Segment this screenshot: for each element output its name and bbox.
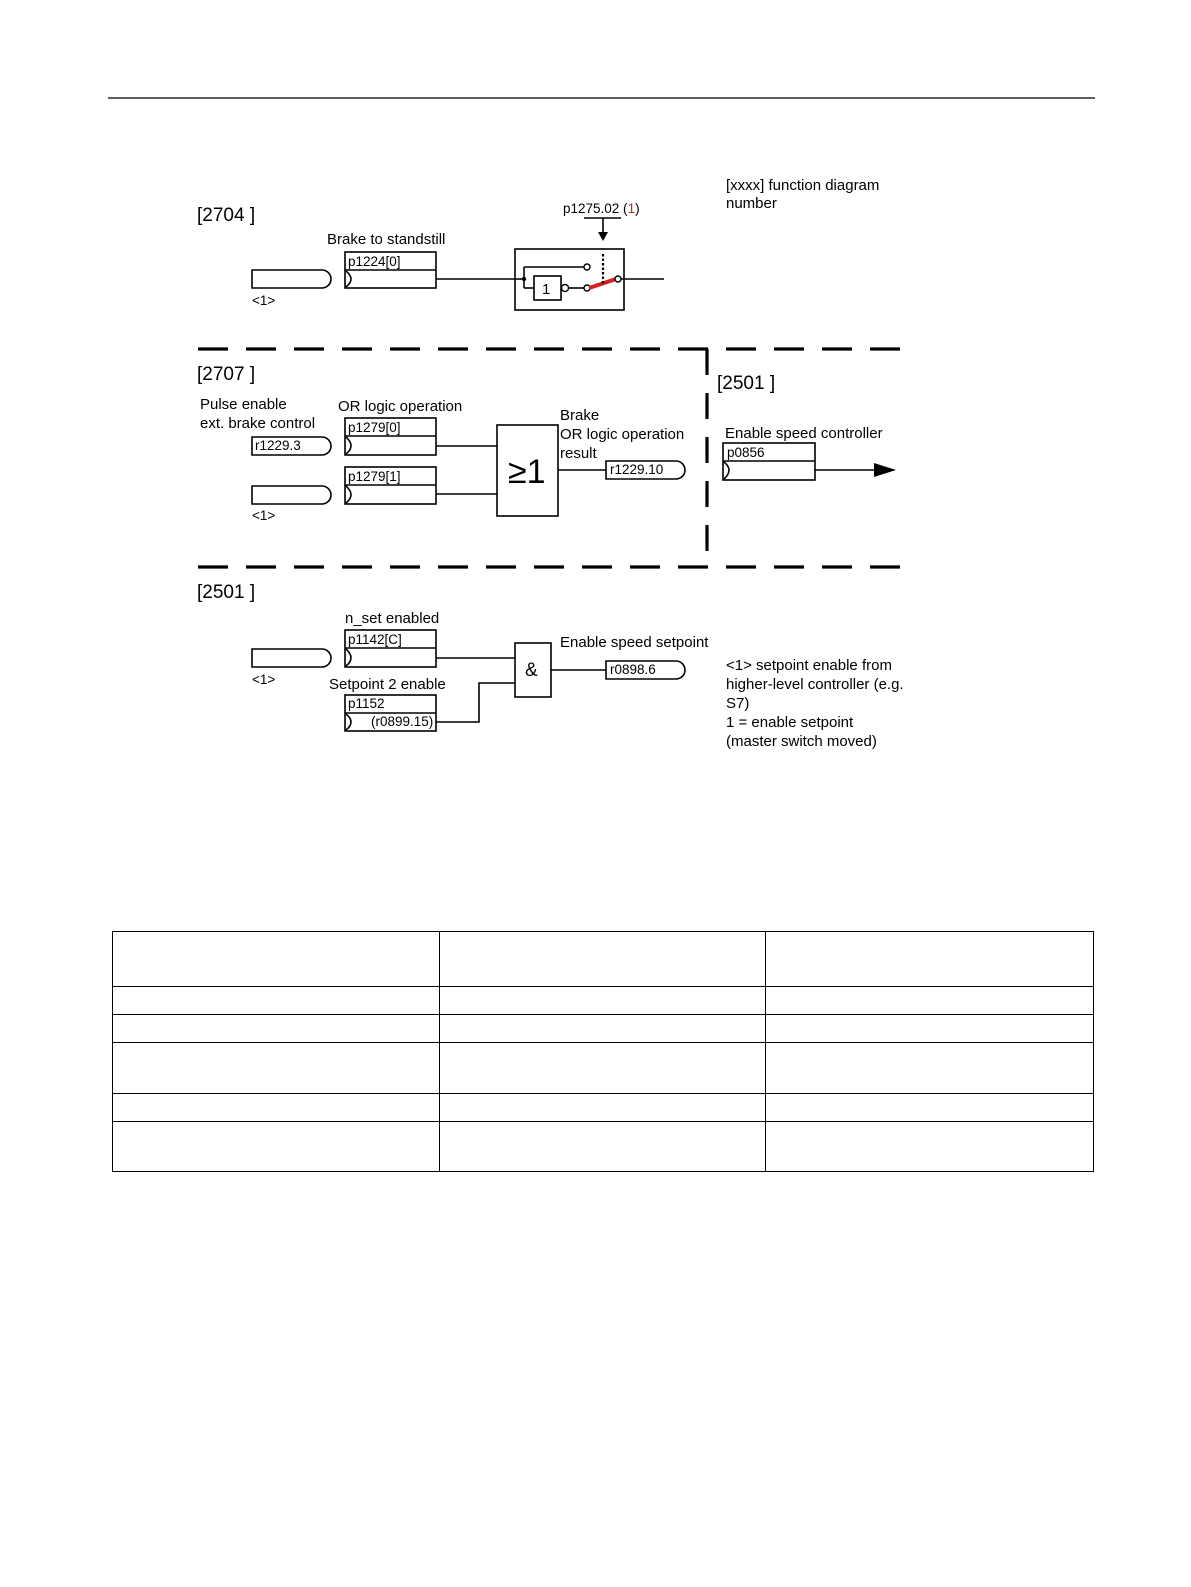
table-cell [113,932,440,987]
table-cell [113,1043,440,1094]
switch-param-arrow [598,232,608,241]
table-row [113,1094,1094,1122]
switch-param-value: 1 [627,201,636,216]
note-line: <1> setpoint enable from [726,657,892,674]
table-cell [766,1094,1094,1122]
table-row [113,987,1094,1015]
or-gate-label: ≥1 [508,453,546,491]
legend-function-diagram: [xxxx] function diagram [726,177,880,194]
table-row [113,932,1094,987]
enable-speed-controller-label: Enable speed controller [725,425,883,442]
table-cell [766,1043,1094,1094]
input-connector [252,486,331,504]
legend-function-diagram-number: number [726,195,777,212]
empty-table [112,931,1094,1172]
section-ref-2707: [2707 ] [197,364,256,385]
table-cell [440,1043,766,1094]
section-2704 [197,201,664,310]
param-p1152-default: (r0899.15) [371,714,434,729]
signal-r1229-3: r1229.3 [255,438,301,453]
table-cell [440,1122,766,1172]
table-cell [766,1015,1094,1043]
connector-label: <1> [252,508,276,523]
setpoint-note [726,657,904,750]
note-line: (master switch moved) [726,733,877,750]
section-2707 [197,364,685,523]
section-ref-2501-right: [2501 ] [717,373,776,394]
note-line: higher-level controller (e.g. [726,676,904,693]
switch-block [515,249,624,310]
and-gate-label: & [525,660,538,681]
table-cell [440,1015,766,1043]
connector-label: <1> [252,293,276,308]
table-cell [440,1094,766,1122]
signal-r0898-6: r0898.6 [610,662,656,677]
nset-enabled-label: n_set enabled [345,610,440,627]
note-line: 1 = enable setpoint [726,714,854,731]
input-connector [252,649,331,667]
table-row [113,1015,1094,1043]
table-cell [440,987,766,1015]
table-cell [113,1122,440,1172]
table-cell [440,932,766,987]
setpoint2-enable-label: Setpoint 2 enable [329,676,446,693]
param-p1279-1: p1279[1] [348,469,401,484]
ext-brake-control-label: ext. brake control [200,415,316,432]
table-row [113,1122,1094,1172]
input-connector [252,270,331,288]
inverter-label: 1 [542,281,551,298]
note-line: S7) [726,695,750,712]
table-cell [766,987,1094,1015]
brake-result-label-3: result [560,445,597,462]
signal-r1229-10: r1229.10 [610,462,664,477]
switch-param: p1275.02 (1) [563,201,640,216]
connector-label: <1> [252,672,276,687]
table-cell [113,987,440,1015]
switch-pivot [615,276,621,282]
section-2501-enable-speed-controller [717,373,894,480]
section-ref-2704: [2704 ] [197,205,256,226]
pulse-enable-label: Pulse enable [200,396,287,413]
param-p1224: p1224[0] [348,254,401,269]
param-p0856: p0856 [727,445,765,460]
enable-speed-setpoint-label: Enable speed setpoint [560,634,709,651]
table-cell [113,1015,440,1043]
brake-to-standstill-label: Brake to standstill [327,231,446,248]
table-cell [766,1122,1094,1172]
table-cell [766,932,1094,987]
switch-contact-top [584,264,590,270]
brake-result-label-2: OR logic operation [560,426,685,443]
param-p1279-0: p1279[0] [348,420,401,435]
table-cell [113,1094,440,1122]
section-ref-2501: [2501 ] [197,582,256,603]
section-2501 [197,582,709,731]
or-logic-label: OR logic operation [338,398,463,415]
table-row [113,1043,1094,1094]
param-p1142: p1142[C] [348,632,402,647]
brake-result-label-1: Brake [560,407,600,424]
param-p1152: p1152 [348,696,385,711]
